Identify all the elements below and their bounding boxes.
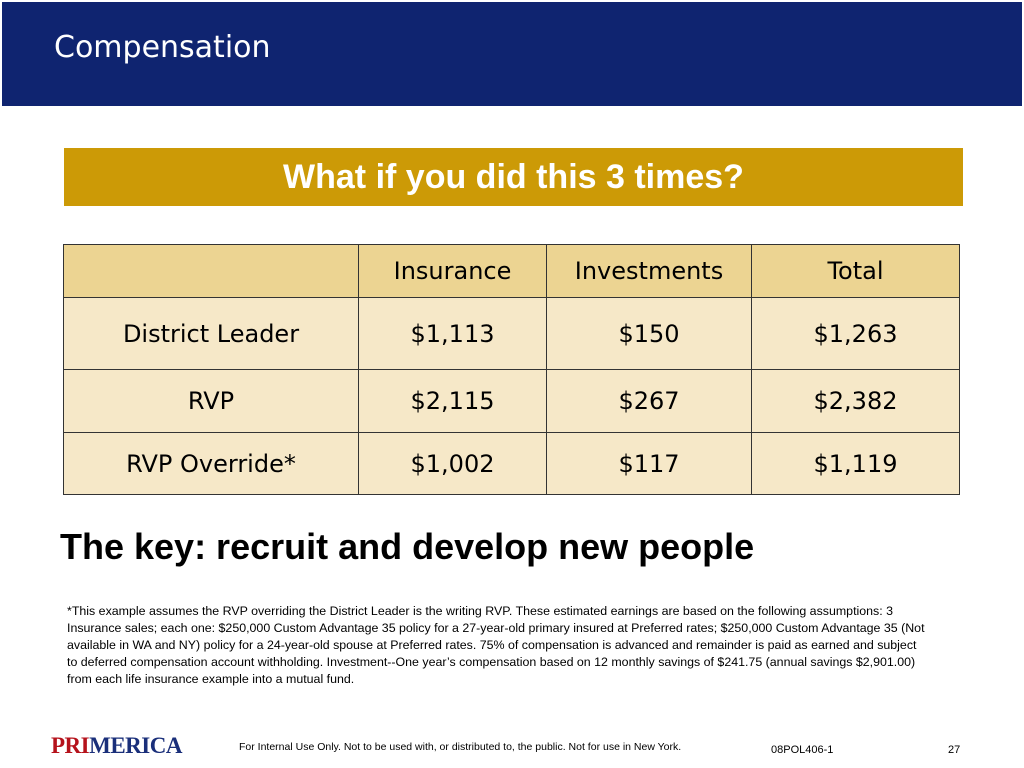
table-cell: District Leader (64, 298, 359, 370)
page-number: 27 (948, 744, 961, 756)
table-cell: $1,119 (752, 433, 960, 495)
table-row (64, 298, 960, 370)
header-bar (2, 2, 1022, 106)
table-cell: $2,382 (752, 370, 960, 433)
table-header-cell: Insurance (359, 245, 547, 298)
table-header-row (64, 245, 960, 298)
table-cell: RVP Override* (64, 433, 359, 495)
question-banner (64, 148, 963, 206)
table-header-cell: Investments (547, 245, 752, 298)
table-header-cell (64, 245, 359, 298)
table-header-cell: Total (752, 245, 960, 298)
table-cell: RVP (64, 370, 359, 433)
page-title: Compensation (54, 30, 271, 65)
table-cell: $150 (547, 298, 752, 370)
table-row (64, 433, 960, 495)
table-cell: $2,115 (359, 370, 547, 433)
footer-disclaimer: For Internal Use Only. Not to be used with, or distributed to, the public. Not for use in New York. (239, 741, 682, 753)
table-cell: $267 (547, 370, 752, 433)
document-code: 08POL406-1 (771, 744, 834, 756)
banner-text: What if you did this 3 times? (283, 157, 744, 196)
table-cell: $117 (547, 433, 752, 495)
key-message: The key: recruit and develop new people (60, 526, 755, 567)
logo-part-pri: PRI (51, 733, 90, 758)
table-cell: $1,113 (359, 298, 547, 370)
compensation-table (63, 244, 960, 495)
table-row (64, 370, 960, 433)
logo-part-merica: MERICA (89, 733, 182, 758)
table-cell: $1,263 (752, 298, 960, 370)
primerica-logo (51, 733, 182, 759)
footnote: *This example assumes the RVP overriding the District Leader is the writing RVP. These estimated earnings are based on the following assumptions: 3 Insurance sales; each one: $250,000 Custom Advantage 35 policy for a 27-year-old primary insured at Preferred rates; $250,000 Custom Advantage 35 (Not available in WA and NY) policy for a 24-year-old spouse at Preferred rates. 75% of compensation is advanced and remainder is paid as earned and subject to deferred compensation account withholding. Investment--One year’s compensation based on 12 monthly savings of $241.75 (annual savings $2,901.00) from each life insurance example into a mutual fund. (67, 604, 925, 686)
table-cell: $1,002 (359, 433, 547, 495)
